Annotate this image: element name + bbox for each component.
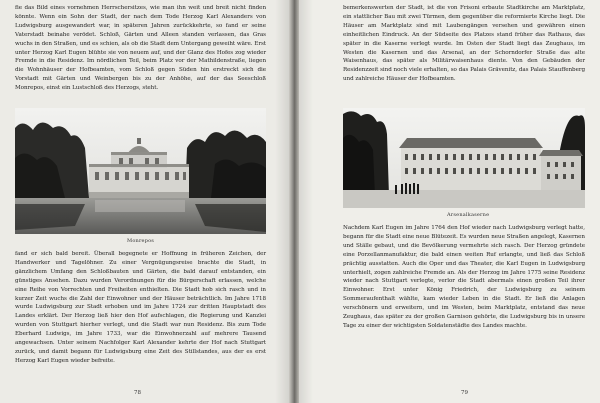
- photo-caption-monrepos: Monrepos: [127, 238, 155, 244]
- book-gutter: [289, 0, 299, 403]
- page-number-right: 79: [461, 390, 468, 396]
- right-page: [299, 0, 600, 403]
- left-bottom-paragraph: fand er sich bald bereit. Überall begegnete er Hoffnung in früheren Zeichen, der Handwerker und Tagelöhner. Zu einer Vergnügungsreise brachte die Stadt, in gänzlichem Umfang den Schloßbauten und Gärten, die bald darauf entstanden, ein günstiges Ansehen. Dazu wurden Verordnungen für die Bürgerschaft erlassen, welche eine Reihe von Vorrechten und Freiheiten enthielten. Die Stadt hob sich rasch und in kurzer Zeit wuchs die Zahl der Einwohner und der Häuser beträchtlich. Im Jahre 1718 wurde Ludwigsburg zur Stadt erhoben und im Jahre 1724 zur dritten Hauptstadt des Landes erklärt. Der Herzog ließ hier den Hof aufschlagen, die Regierung und Kanzlei wurden von Stuttgart hierher verlegt, und die Stadt war nun Residenz. Bis zum Tode Eberhard Ludwigs, im Jahre 1733, war die Einwohnerzahl auf mehrere Tausend angewachsen. Unter seinem Nachfolger Karl Alexander kehrte der Hof nach Stuttgart zurück, und damit begann für Ludwigsburg eine Zeit des Stillstandes, aus der es erst Herzog Karl Eugen wieder befreite.: [15, 251, 266, 364]
- left-top-paragraph: fie das Bild eines vornehmen Herrschersitzes, wie man ihn weit und breit nicht finden könnte. Wenn ein Sohn der Stadt, der nach dem Tode Herzog Karl Alexanders von Ludwigsburg ausgewandert war, in späteren Jahren zurückkehrte, so fand er seine Vaterstadt beinahe verödet. Schloß, Gärten und Alleen standen verlassen, das Gras wuchs in den Straßen, und es schien, als ob die Stadt dem Untergang geweiht wäre. Erst unter Herzog Karl Eugen blühte sie von neuem auf, und der Glanz des Hofes zog wieder Fremde in die Residenz. Im nördlichen Teil, beim Platz vor der Mathildenstraße, liegen die Wohnhäuser der Hofbeamten, vom Schloß gegen Süden hin erstreckt sich die Vorstadt mit Gärten und Weinbergen bis zu der Anhöhe, auf der das Seeschloß Monrepos, einst ein Lustschloß des Herzogs, steht.: [15, 5, 266, 92]
- left-page: [0, 0, 289, 403]
- right-bottom-paragraph: Nachdem Karl Eugen im Jahre 1764 den Hof wieder nach Ludwigsburg verlegt hatte, begann für die Stadt eine neue Blütezeit. Es wurden neue Straßen angelegt, Kasernen und Ställe gebaut, und die Bevölkerung vermehrte sich rasch. Der Herzog gründete eine Porzellanmanufaktur, die bald einen weiten Ruf erlangte, und ließ das Schloß prächtig ausstatten. Auch die Oper und das Theater, die Karl Eugen in Ludwigsburg unterhielt, zogen zahlreiche Fremde an. Als der Herzog im Jahre 1775 seine Residenz wieder nach Stuttgart verlegte, verlor die Stadt abermals einen großen Teil ihrer Einwohner. Erst unter König Friedrich, der Ludwigsburg zu seinem Sommeraufenthalt wählte, kam wieder Leben in die Stadt. Er ließ die Anlagen verschönern und erweitern, und im Westen, beim Marktplatz, entstand das neue Zeughaus, das später zu der großen Garnison gehörte, die Ludwigsburg bis in unsere Tage zu einer der wichtigsten Soldatenstädte des Landes machte.: [343, 225, 585, 329]
- right-top-paragraph: bemerkenswerten der Stadt, ist die von Frisoni erbaute Stadtkirche am Marktplatz, ein stattlicher Bau mit zwei Türmen, dem gegenüber die reformierte Kirche liegt. Die Häuser am Marktplatz sind mit Laubengängen versehen und gewähren einen einheitlichen Eindruck. An der Südseite des Platzes stand früher das Rathaus, das später in die Kaserne verlegt wurde. Im Osten der Stadt liegt das Zeughaus, im Westen die Kasernen und das Arsenal, an der Schorndorfer Straße das alte Waisenhaus, das später als Militärwaisenhaus diente. Von den Gebäuden der Residenzzeit sind noch viele erhalten, so das Palais Grävenitz, das Palais Stauffenberg und zahlreiche Häuser der Hofbeamten.: [343, 5, 585, 83]
- photo-caption-arsenalkaserne: Arsenalkaserne: [447, 212, 490, 218]
- page-number-left: 78: [134, 390, 141, 396]
- arsenalkaserne-photo: [343, 108, 585, 208]
- monrepos-photo: [15, 108, 266, 234]
